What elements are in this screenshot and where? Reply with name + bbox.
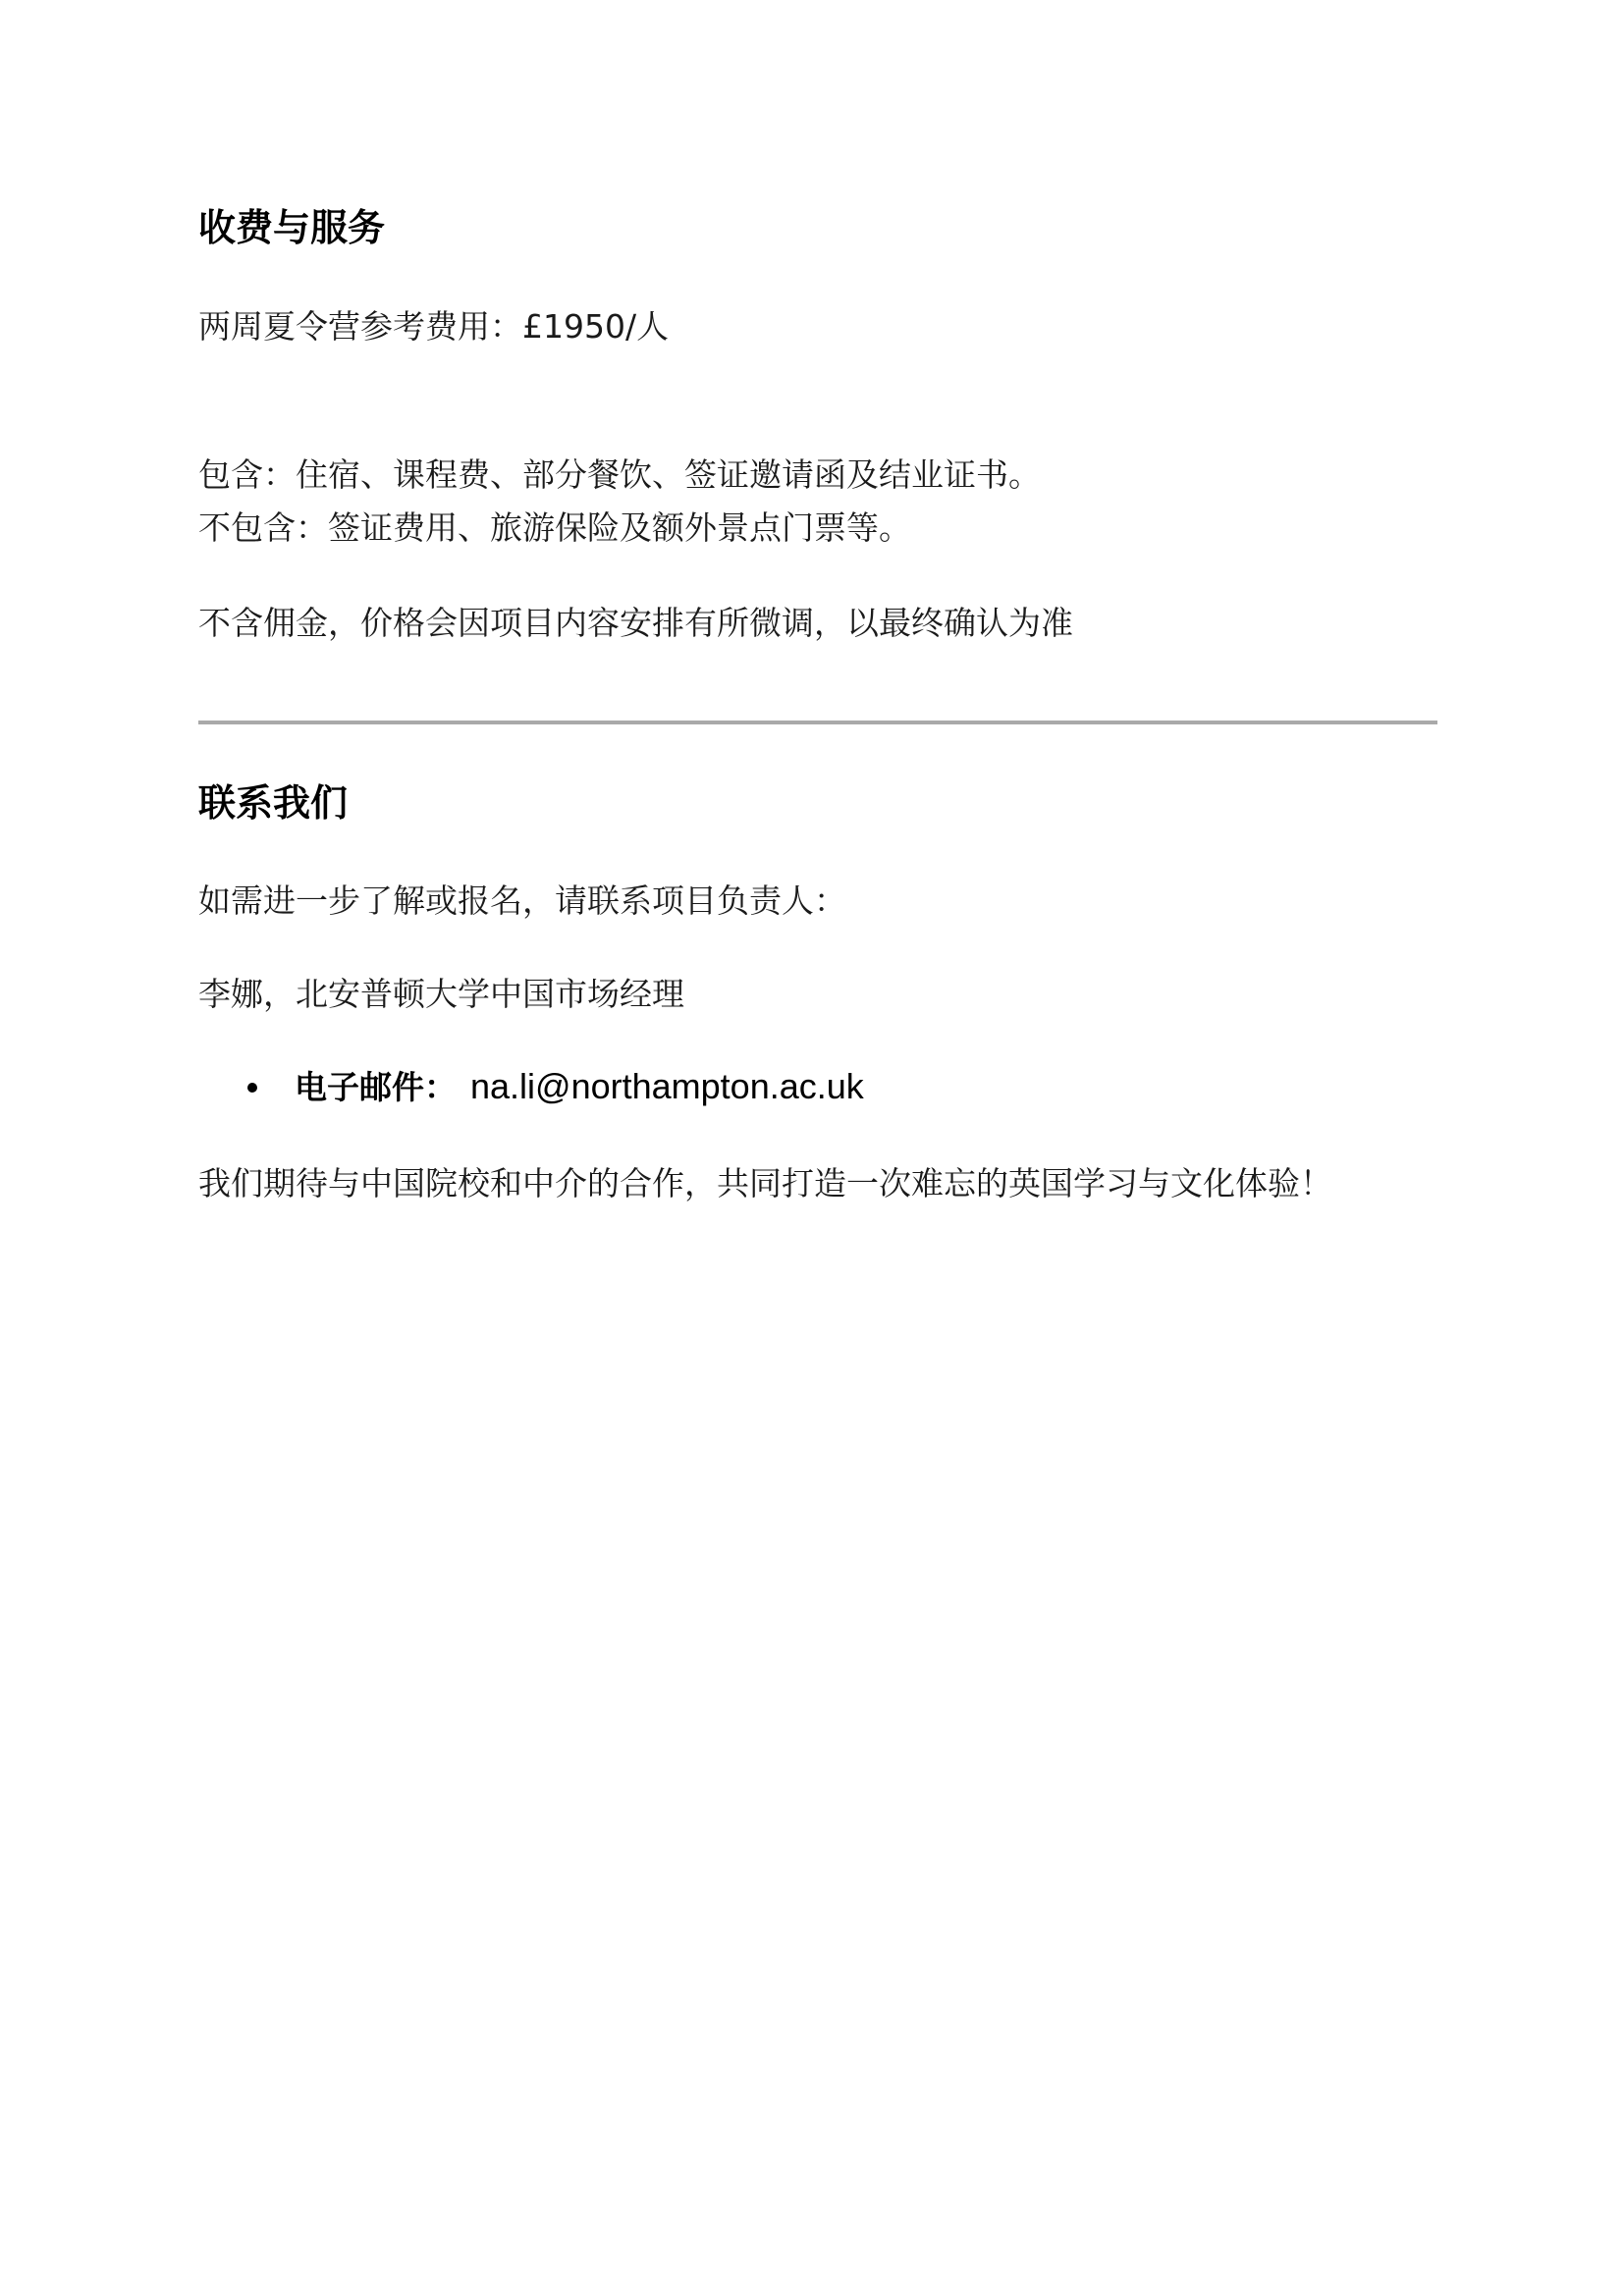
email-label: 电子邮件： xyxy=(295,1068,457,1106)
price-line: 两周夏令营参考费用：£1950/人 xyxy=(198,307,670,346)
section-divider xyxy=(198,721,1437,724)
email-list-item xyxy=(247,1064,864,1110)
contact-section-heading: 联系我们 xyxy=(198,781,349,825)
pricing-note-line: 不含佣金，价格会因项目内容安排有所微调，以最终确认为准 xyxy=(198,604,1073,642)
bullet-dot-icon xyxy=(247,1083,257,1093)
fees-section-heading: 收费与服务 xyxy=(198,206,386,249)
excludes-line: 不包含：签证费用、旅游保险及额外景点门票等。 xyxy=(198,508,911,547)
contact-intro-line: 如需进一步了解或报名，请联系项目负责人： xyxy=(198,881,846,920)
contact-person-line: 李娜，北安普顿大学中国市场经理 xyxy=(198,975,684,1013)
closing-line: 我们期待与中国院校和中介的合作，共同打造一次难忘的英国学习与文化体验！ xyxy=(198,1164,1332,1202)
includes-line: 包含：住宿、课程费、部分餐饮、签证邀请函及结业证书。 xyxy=(198,455,1041,494)
email-address-link[interactable]: na.li@northampton.ac.uk xyxy=(470,1066,864,1106)
